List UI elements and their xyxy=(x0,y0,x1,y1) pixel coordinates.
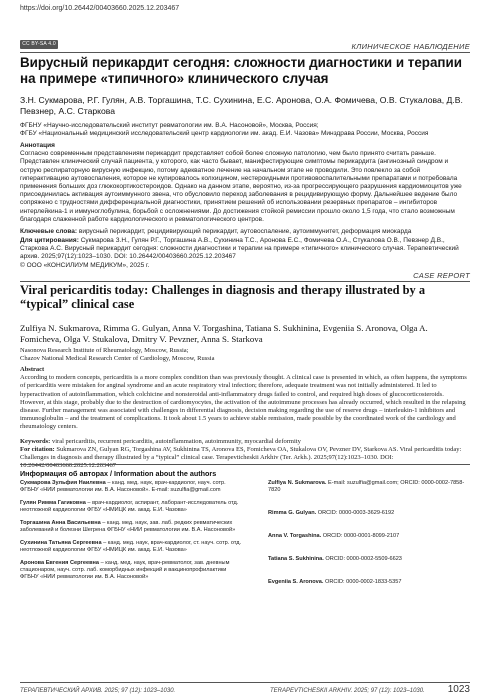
section-label-en: CASE REPORT xyxy=(413,271,470,280)
citation-en xyxy=(20,446,470,471)
authors-en: Zulfiya N. Sukmarova, Rimma G. Gulyan, Anna V. Torgashina, Tatiana S. Sukhinina, Evgeniia S. Aronova, Olga A. Fomicheva, Olga V. Stukalova, Dmitry V. Pevzner, Anna S. Starkova xyxy=(20,323,428,344)
page-number: 1023 xyxy=(447,684,470,695)
abstract-en xyxy=(20,366,470,432)
citation-ru xyxy=(20,237,470,262)
abstract-text-ru: Согласно современным представлениям перикардит представляет собой более сложную патологию, чем было принято считать раньше. Представлен клинический случай пациента, у которого, как часто бывает, манифестирующие симптомы перикардита (ангинозный синдром и острую респираторную вирусную инфекцию, потому адекватное лечение на начальном этапе не проводили. Это повлекло за собой гиперактивацию аутовоспаления, которое не купировалось колхицином, нестероидными противовоспалительными препаратами и потребовала применения больших доз глюкокортикостероидов. Однако на данном этапе, вероятно, из-за прогрессирующего разрушения кардиомиоцитов уже присоединилась активация аутоиммунного звена, что обусловило переход заболевания в рецидивирующую форму. Дальнейшее ведение было сопряжено с трудностями дифференциальной диагностики, принятием решений об использовании резервных препаратов – ингибиторов интерлейкина-1 и иммуноглобулина, борьбой с осложнениями. До достижения стойкой ремиссии прошло около 1,5 года, что стало возможным благодаря слаженной работе кардиологического и ревматологического центров. xyxy=(20,150,462,223)
divider xyxy=(20,281,470,282)
author-info-item: Zulfiya N. Sukmarova. E-mail: suzulfia@gmail.com; ORCID: 0000-0002-7858-7820 xyxy=(268,480,465,493)
author-info-item: Evgeniia S. Aronova. ORCID: 0000-0002-1833-5357 xyxy=(268,579,402,585)
author-info-item: Торгашина Анна Васильевна – канд. мед. наук, зав. лаб. редких ревматических заболеваний и болезни Шегрена ФГБНУ «НИИ ревматологии им. В.А. Насоновой» xyxy=(20,520,236,533)
citation-label-en: For citation: xyxy=(20,446,55,453)
affiliation-ru-1: ФГБНУ «Научно-исследовательский институт ревматологии им. В.А. Насоновой», Москва, Россия; xyxy=(20,122,319,129)
affiliation-en-2: Chazov National Medical Research Center of Cardiology, Moscow, Russia xyxy=(20,355,215,363)
author-info-item: Гулян Римма Гагиковна – врач-кардиолог, аспирант, лаборант-исследователь отд. неотложной кардиологии ФГБУ «НМИЦК им. акад. Е.И. Чазова» xyxy=(20,500,239,513)
license-badge: CC BY-SA 4.0 xyxy=(20,40,58,49)
doi-link[interactable]: https://doi.org/10.26442/00403660.2025.12.203467 xyxy=(20,5,180,12)
keywords-text-en: viral pericarditis, recurrent pericarditis, autoinflammation, autoimmunity, myocardial deformity xyxy=(51,438,301,445)
keywords-text-ru: вирусный перикардит, рецидивирующий перикардит, аутовоспаление, аутоиммунитет, деформация миокарда xyxy=(78,228,412,235)
citation-text-ru: Сукмарова З.Н., Гулян Р.Г., Торгашина А.В., Сухинина Т.С., Аронова Е.С., Фомичева О.А., Стукалова О.В., Певзнер Д.В., Старкова А.С. Вирусный перикардит сегодня: сложности диагностики и терапии на примере «типичного» клинического случая. Терапевтический архив. 2025;97(12):1023–1030. DOI: 10.26442/00403660.2025.12.203467 xyxy=(20,237,459,261)
affiliation-ru-2: ФГБУ «Национальный медицинский исследовательский центр кардиологии им. акад. Е.И. Чазова» Минздрава России, Москва, Россия xyxy=(20,130,429,138)
article-title-ru: Вирусный перикардит сегодня: сложности диагностики и терапии на примере «типичного» клинического случая xyxy=(20,55,462,86)
affiliation-en-1: Nasonova Research Institute of Rheumatology, Moscow, Russia; xyxy=(20,347,189,354)
keywords-en xyxy=(20,438,470,446)
keywords-label-ru: Ключевые слова: xyxy=(20,228,78,235)
affiliations-ru xyxy=(20,122,470,138)
author-info-item: Anna V. Torgashina. ORCID: 0000-0001-8099-2107 xyxy=(268,533,400,539)
author-info-item: Сухинина Татьяна Сергеевна – канд. мед. наук, врач-кардиолог, ст. науч. сотр. отд. неотложной кардиологии ФГБУ «НМИЦК им. акад. Е.И. Чазова» xyxy=(20,540,242,553)
footer-journal-en: TERAPEVTICHESKII ARKHIV. 2025; 97 (12): 1023–1030. xyxy=(270,688,425,694)
divider xyxy=(20,682,470,683)
abstract-label-ru: Аннотация xyxy=(20,142,55,149)
section-label-ru: КЛИНИЧЕСКОЕ НАБЛЮДЕНИЕ xyxy=(351,42,470,51)
author-info-item: Rimma G. Gulyan. ORCID: 0000-0003-3629-6192 xyxy=(268,510,395,516)
affiliations-en xyxy=(20,347,470,363)
abstract-text-en: According to modern concepts, pericarditis is a more complex condition than was previously thought. A clinical case is presented in which, as often happens, the symptoms of pericarditis were mistaken for anginal syndrome and an acute respiratory viral infection; therefore, adequate treatment was not initially administered. It led to hyperactivation of autoinflammation, which colchicine and nonsteroidal anti-inflammatory drugs failed to control, and required high doses of glucocorticosteroids. However, at this stage, probably due to the destruction of cardiomyocytes, the activation of the autoimmune processes has already occurred, which resulted in the relapsing disease. Further management was associated with challenges in differential diagnosis, decision making regarding the use of reserve drugs – interleukin-1 inhibitors and immunoglobulin – and the treatment of complications. It took about 1.5 years to achieve stable remission, made possible by the coordinated work of the cardiology and rheumatology centers. xyxy=(20,374,467,431)
author-info-en xyxy=(268,480,473,602)
author-info-item: Аронова Евгения Сергеевна – канд. мед. наук, врач-ревматолог, зав. дневным стационаром, науч. сотр. лаб. коморбидных инфекций и вакцинопрофилактики ФГБНУ «НИИ ревматологии им. В.А. Насоновой» xyxy=(20,560,230,580)
citation-label-ru: Для цитирования: xyxy=(20,237,79,244)
authors-ru: З.Н. Сукмарова, Р.Г. Гулян, А.В. Торгашина, Т.С. Сухинина, Е.С. Аронова, О.А. Фомичева, О.В. Стукалова, Д.В. Певзнер, А.С. Старкова xyxy=(20,95,463,116)
author-info-item: Сукмарова Зульфия Наилевна – канд. мед. наук, врач-кардиолог, науч. сотр. ФГБНУ «НИИ ревматологии им. В.А. Насоновой». E-mail: suzulfia@gmail.com xyxy=(20,480,226,493)
author-info-ru xyxy=(20,480,245,587)
keywords-label-en: Keywords: xyxy=(20,438,51,445)
author-info-title: Информация об авторах / Information about the authors xyxy=(20,469,217,478)
abstract-label-en: Abstract xyxy=(20,366,45,373)
article-title-en: Viral pericarditis today: Challenges in diagnosis and therapy illustrated by a “typical” clinical case xyxy=(20,283,426,311)
citation-text-en: Sukmarova ZN, Gulyan RG, Torgashina AV, Sukhinina TS, Aronova ES, Fomicheva OA, Stukalova OV, Pevzner DV, Starkova AS. Viral pericarditis today: Challenges in diagnosis and therapy illustrated by a “typical” clinical case. Terapevticheskii Arkhiv (Ter. Arkh.). 2025;97(12):1023–1030. DOI: 10.26442/00403660.2025.12.203467 xyxy=(20,446,462,470)
divider xyxy=(20,464,470,465)
keywords-ru xyxy=(20,228,470,236)
abstract-ru xyxy=(20,142,470,224)
copyright: © ООО «КОНСИЛИУМ МЕДИКУМ», 2025 г. xyxy=(20,262,150,269)
divider xyxy=(20,52,470,53)
author-info-item: Tatiana S. Sukhinina. ORCID: 0000-0002-5509-6623 xyxy=(268,556,402,562)
footer-journal-ru: ТЕРАПЕВТИЧЕСКИЙ АРХИВ. 2025; 97 (12): 1023–1030. xyxy=(20,688,176,694)
